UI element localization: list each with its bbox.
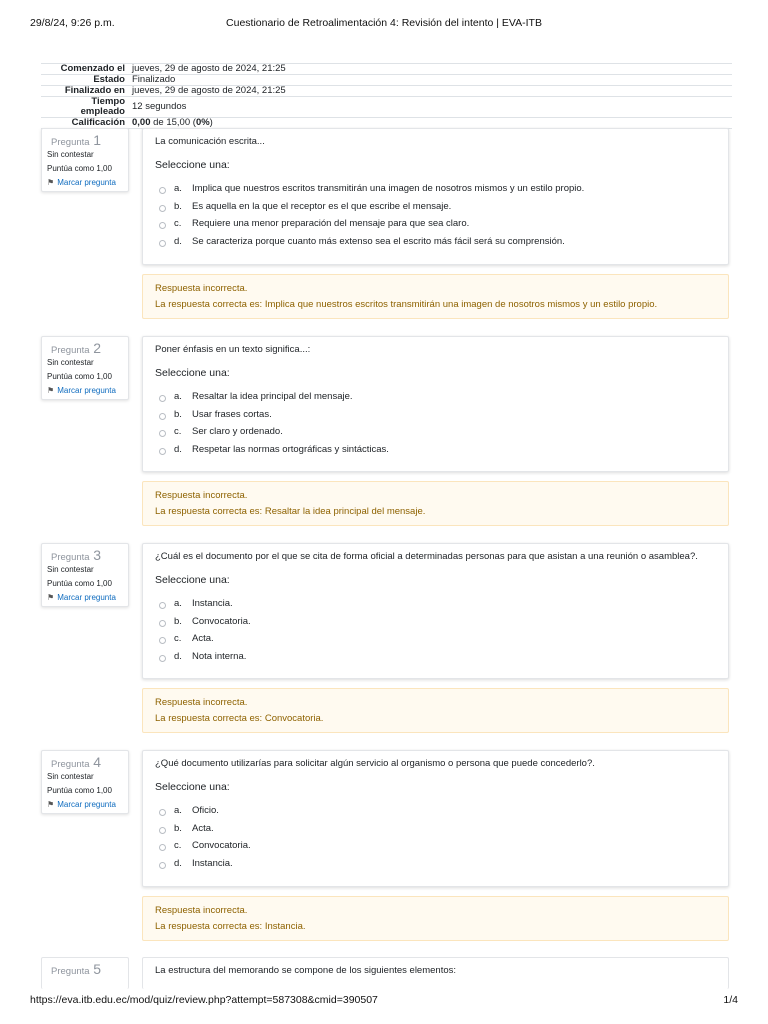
answer-letter: a. bbox=[174, 391, 182, 402]
radio-button[interactable] bbox=[159, 602, 166, 609]
question-text: ¿Qué documento utilizarías para solicitar algún servicio al organismo o persona que puede concederlo?. bbox=[155, 758, 595, 769]
radio-button[interactable] bbox=[159, 205, 166, 212]
summary-value: Finalizado bbox=[129, 75, 732, 86]
summary-value: jueves, 29 de agosto de 2024, 21:25 bbox=[129, 64, 732, 75]
print-page-number: 1/4 bbox=[723, 994, 738, 1006]
answer-letter: b. bbox=[174, 200, 182, 212]
answer-option[interactable] bbox=[159, 616, 720, 634]
question-content bbox=[142, 957, 729, 989]
question-number bbox=[51, 754, 128, 770]
radio-button[interactable] bbox=[159, 413, 166, 420]
answer-option[interactable] bbox=[159, 633, 720, 651]
answer-text: Nota interna. bbox=[192, 650, 247, 662]
question-label: Pregunta bbox=[51, 137, 90, 148]
answer-letter: d. bbox=[174, 443, 182, 455]
question-text: ¿Cuál es el documento por el que se cita de forma oficial a determinadas personas para que asistan a una reunión o asamblea?. bbox=[155, 551, 698, 562]
question-content bbox=[142, 336, 729, 472]
question-number bbox=[51, 340, 128, 356]
answer-letter: b. bbox=[174, 822, 182, 834]
answer-option[interactable] bbox=[159, 183, 720, 201]
answer-option[interactable] bbox=[159, 201, 720, 219]
answer-text: Ser claro y ordenado. bbox=[192, 426, 283, 437]
answer-option[interactable] bbox=[159, 444, 720, 462]
answer-list bbox=[159, 805, 720, 875]
answer-list bbox=[159, 391, 720, 461]
answer-text: Respetar las normas ortográficas y sintácticas. bbox=[192, 443, 389, 455]
flag-question-link[interactable] bbox=[47, 591, 128, 605]
question-number-value: 1 bbox=[93, 132, 101, 148]
print-url: https://eva.itb.edu.ec/mod/quiz/review.php?attempt=587308&cmid=390507 bbox=[30, 994, 378, 1006]
summary-row-state bbox=[41, 75, 732, 86]
question-status: Sin contestar bbox=[47, 150, 94, 159]
answer-text: Implica que nuestros escritos transmitirán una imagen de nosotros mismos y un estilo propio. bbox=[192, 183, 585, 194]
question-label: Pregunta bbox=[51, 759, 90, 770]
answer-option[interactable] bbox=[159, 598, 720, 616]
feedback-incorrect: Respuesta incorrecta. bbox=[155, 697, 248, 708]
summary-row-finished bbox=[41, 86, 732, 97]
summary-value: 12 segundos bbox=[129, 97, 732, 118]
answer-letter: d. bbox=[174, 650, 182, 662]
answer-text: Usar frases cortas. bbox=[192, 408, 272, 420]
question-number bbox=[51, 961, 128, 977]
answer-text: Resaltar la idea principal del mensaje. bbox=[192, 391, 353, 402]
question-number-value: 3 bbox=[93, 547, 101, 563]
grade-close: ) bbox=[209, 117, 213, 128]
radio-button[interactable] bbox=[159, 862, 166, 869]
question-info bbox=[41, 128, 129, 192]
summary-value: jueves, 29 de agosto de 2024, 21:25 bbox=[129, 86, 732, 97]
answer-text: Instancia. bbox=[192, 857, 233, 869]
question-info bbox=[41, 957, 129, 989]
question-number-value: 4 bbox=[93, 754, 101, 770]
summary-row-time bbox=[41, 97, 732, 118]
flag-icon: ⚑ bbox=[47, 386, 55, 395]
flag-label: Marcar pregunta bbox=[57, 800, 116, 809]
print-footer bbox=[30, 994, 738, 1008]
summary-row-started bbox=[41, 64, 732, 75]
radio-button[interactable] bbox=[159, 637, 166, 644]
print-datetime: 29/8/24, 9:26 p.m. bbox=[30, 17, 115, 29]
answer-text: Requiere una menor preparación del mensaje para que sea claro. bbox=[192, 218, 470, 229]
answer-option[interactable] bbox=[159, 391, 720, 409]
grade-score: 0,00 bbox=[132, 117, 151, 128]
question-content bbox=[142, 128, 729, 265]
answer-letter: a. bbox=[174, 805, 182, 816]
radio-button[interactable] bbox=[159, 655, 166, 662]
answer-text: Oficio. bbox=[192, 805, 219, 816]
answer-text: Se caracteriza porque cuanto más extenso sea el escrito más fácil será su comprensión. bbox=[192, 235, 565, 247]
answer-letter: d. bbox=[174, 235, 182, 247]
feedback-box bbox=[142, 688, 729, 733]
feedback-box bbox=[142, 481, 729, 526]
radio-button[interactable] bbox=[159, 844, 166, 851]
answer-text: Instancia. bbox=[192, 598, 233, 609]
summary-label: Comenzado el bbox=[41, 64, 129, 75]
answer-option[interactable] bbox=[159, 426, 720, 444]
answer-option[interactable] bbox=[159, 858, 720, 876]
flag-icon: ⚑ bbox=[47, 593, 55, 602]
feedback-correct-answer: La respuesta correcta es: Convocatoria. bbox=[155, 713, 324, 724]
grade-of: de 15,00 ( bbox=[153, 117, 196, 128]
answer-list bbox=[159, 598, 720, 668]
summary-label: Calificación bbox=[41, 118, 129, 129]
answer-letter: a. bbox=[174, 598, 182, 609]
question-text: La estructura del memorando se compone de los siguientes elementos: bbox=[155, 965, 457, 976]
question-prompt: Seleccione una: bbox=[155, 159, 230, 171]
feedback-correct-answer: La respuesta correcta es: Resaltar la idea principal del mensaje. bbox=[155, 506, 426, 517]
flag-question-link[interactable] bbox=[47, 176, 128, 190]
radio-button[interactable] bbox=[159, 430, 166, 437]
feedback-incorrect: Respuesta incorrecta. bbox=[155, 283, 248, 294]
feedback-incorrect: Respuesta incorrecta. bbox=[155, 490, 248, 501]
flag-label: Marcar pregunta bbox=[57, 386, 116, 395]
flag-icon: ⚑ bbox=[47, 178, 55, 187]
radio-button[interactable] bbox=[159, 620, 166, 627]
radio-button[interactable] bbox=[159, 240, 166, 247]
feedback-correct-answer: La respuesta correcta es: Implica que nuestros escritos transmitirán una imagen de nosotros mismos y un estilo propio. bbox=[155, 299, 658, 310]
summary-row-grade bbox=[41, 118, 732, 129]
print-page-title: Cuestionario de Retroalimentación 4: Revisión del intento | EVA-ITB bbox=[226, 17, 542, 29]
question-points: Puntúa como 1,00 bbox=[47, 786, 112, 795]
summary-value bbox=[129, 118, 732, 129]
question-status: Sin contestar bbox=[47, 772, 94, 781]
question-text: La comunicación escrita... bbox=[155, 136, 265, 147]
grade-percent: 0% bbox=[195, 117, 210, 128]
radio-button[interactable] bbox=[159, 809, 166, 816]
question-status: Sin contestar bbox=[47, 565, 94, 574]
question-number-value: 2 bbox=[93, 340, 101, 356]
question-content bbox=[142, 543, 729, 679]
radio-button[interactable] bbox=[159, 827, 166, 834]
feedback-correct-answer: La respuesta correcta es: Instancia. bbox=[155, 921, 306, 932]
question-prompt: Seleccione una: bbox=[155, 574, 230, 586]
flag-question-link[interactable] bbox=[47, 798, 128, 812]
question-info bbox=[41, 543, 129, 607]
answer-letter: c. bbox=[174, 633, 182, 644]
answer-text: Es aquella en la que el receptor es el que escribe el mensaje. bbox=[192, 200, 452, 212]
flag-question-link[interactable] bbox=[47, 384, 128, 398]
question-content bbox=[142, 750, 729, 887]
question-status: Sin contestar bbox=[47, 358, 94, 367]
question-number bbox=[51, 547, 128, 563]
feedback-box bbox=[142, 274, 729, 319]
question-label: Pregunta bbox=[51, 552, 90, 563]
answer-list bbox=[159, 183, 720, 253]
answer-text: Acta. bbox=[192, 822, 214, 834]
answer-letter: d. bbox=[174, 857, 182, 869]
summary-label: Tiempo empleado bbox=[41, 97, 129, 118]
flag-label: Marcar pregunta bbox=[57, 178, 116, 187]
question-label: Pregunta bbox=[51, 966, 90, 977]
answer-option[interactable] bbox=[159, 409, 720, 427]
question-number-value: 5 bbox=[93, 961, 101, 977]
question-number bbox=[51, 132, 128, 148]
answer-option[interactable] bbox=[159, 651, 720, 669]
question-points: Puntúa como 1,00 bbox=[47, 579, 112, 588]
answer-option[interactable] bbox=[159, 805, 720, 823]
radio-button[interactable] bbox=[159, 448, 166, 455]
question-prompt: Seleccione una: bbox=[155, 367, 230, 379]
answer-letter: b. bbox=[174, 615, 182, 627]
answer-letter: a. bbox=[174, 183, 182, 194]
answer-text: Convocatoria. bbox=[192, 840, 251, 851]
question-info bbox=[41, 750, 129, 814]
question-prompt: Seleccione una: bbox=[155, 781, 230, 793]
radio-button[interactable] bbox=[159, 222, 166, 229]
answer-option[interactable] bbox=[159, 236, 720, 254]
question-info bbox=[41, 336, 129, 400]
answer-text: Acta. bbox=[192, 633, 214, 644]
print-header bbox=[30, 17, 738, 31]
answer-option[interactable] bbox=[159, 218, 720, 236]
answer-text: Convocatoria. bbox=[192, 615, 251, 627]
question-label: Pregunta bbox=[51, 345, 90, 356]
answer-option[interactable] bbox=[159, 823, 720, 841]
summary-label: Finalizado en bbox=[41, 86, 129, 97]
answer-option[interactable] bbox=[159, 840, 720, 858]
answer-letter: b. bbox=[174, 408, 182, 420]
attempt-summary-table bbox=[41, 63, 732, 129]
radio-button[interactable] bbox=[159, 187, 166, 194]
summary-label: Estado bbox=[41, 75, 129, 86]
answer-letter: c. bbox=[174, 840, 182, 851]
radio-button[interactable] bbox=[159, 395, 166, 402]
answer-letter: c. bbox=[174, 426, 182, 437]
feedback-incorrect: Respuesta incorrecta. bbox=[155, 905, 248, 916]
answer-letter: c. bbox=[174, 218, 182, 229]
question-text: Poner énfasis en un texto significa...: bbox=[155, 344, 311, 355]
feedback-box bbox=[142, 896, 729, 941]
flag-icon: ⚑ bbox=[47, 800, 55, 809]
flag-label: Marcar pregunta bbox=[57, 593, 116, 602]
question-points: Puntúa como 1,00 bbox=[47, 372, 112, 381]
question-points: Puntúa como 1,00 bbox=[47, 164, 112, 173]
